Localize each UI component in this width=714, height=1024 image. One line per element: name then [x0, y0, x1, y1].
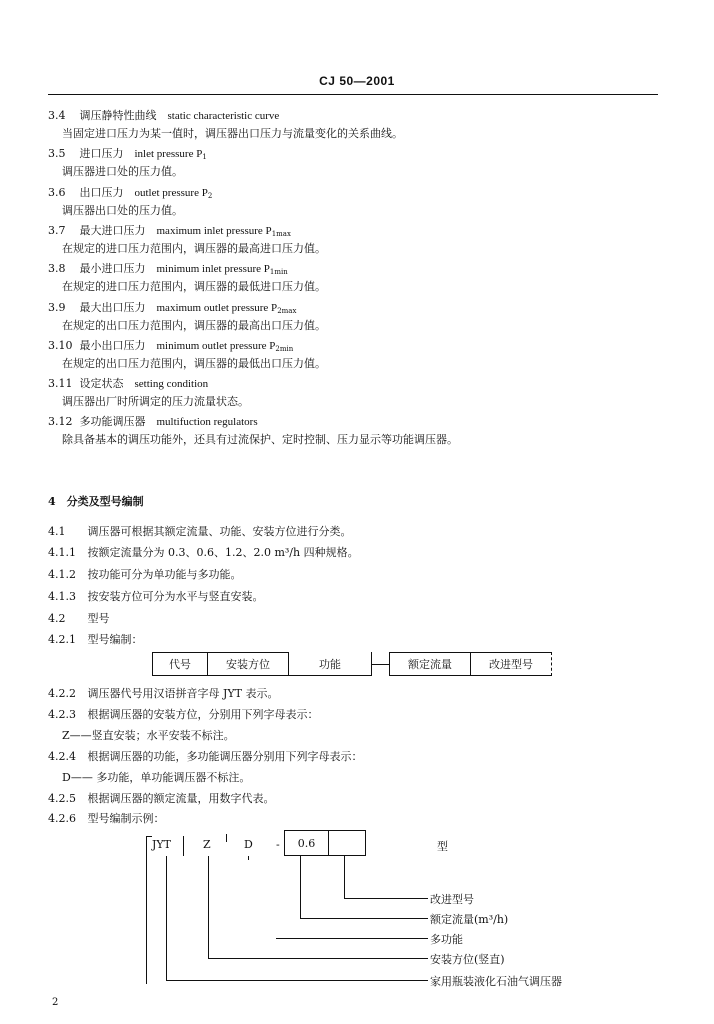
clause-text: 根据调压器的安装方位，分别用下列字母表示：	[87, 708, 319, 721]
clause-number: 4.2.3	[48, 708, 76, 721]
leader-code-h	[166, 980, 428, 981]
clause-number: 4.2.4	[48, 750, 76, 763]
definition-number: 3.11	[48, 377, 73, 391]
section-heading: 4 分类及型号编制	[48, 495, 144, 508]
definition-subscript: 2min	[275, 344, 294, 353]
page-header: CJ 50—2001	[319, 74, 395, 88]
clause-text: 型号编制示例：	[87, 812, 165, 825]
clause-line	[48, 612, 110, 626]
definition-term	[48, 377, 208, 391]
clause-text: 调压器代号用汉语拼音字母 JYT 表示。	[87, 687, 279, 700]
definition-term-cn: 最大出口压力	[79, 300, 146, 314]
definition-subscript: 2max	[277, 306, 297, 315]
clause-line	[48, 708, 319, 722]
code-suffix: 型	[437, 840, 448, 853]
code-flow-value: 0.6	[297, 836, 316, 850]
clause-text: 按功能可分为单功能与多功能。	[87, 568, 242, 581]
leader-orient-v	[208, 856, 209, 958]
definition-term-en: outlet pressure P	[134, 186, 208, 199]
definition-term-en: maximum outlet pressure P	[156, 301, 278, 314]
clause-text: 调压器可根据其额定流量、功能、安装方位进行分类。	[87, 525, 352, 538]
definition-subscript: 2	[207, 191, 213, 200]
definition-number: 3.10	[48, 338, 73, 352]
legend-product: 家用瓶装液化石油气调压器	[430, 975, 562, 988]
definition-term	[48, 262, 288, 279]
definition-description: 在规定的进口压力范围内，调压器的最高进口压力值。	[62, 241, 326, 255]
definition-term-cn: 设定状态	[79, 377, 124, 391]
definition-term	[48, 186, 212, 203]
definition-subscript: 1min	[269, 268, 288, 277]
clause-text: 型号编制：	[87, 633, 143, 646]
definition-term-en: multifuction regulators	[156, 416, 258, 429]
definition-description: 当固定进口压力为某一值时，调压器出口压力与流量变化的关系曲线。	[62, 127, 403, 140]
clause-line	[48, 750, 363, 764]
clause-number: 4.1.1	[48, 546, 76, 559]
header-rule	[48, 94, 658, 95]
legend-function: 多功能	[430, 933, 463, 946]
definition-subscript: 1max	[271, 229, 291, 238]
code-improved-box	[328, 830, 366, 856]
definition-description: 在规定的出口压力范围内，调压器的最低出口压力值。	[62, 356, 326, 370]
leader-func-tick	[248, 856, 249, 860]
leader-improved-h	[344, 898, 428, 899]
leader-code-v	[166, 856, 167, 980]
leader-flow-v	[300, 856, 301, 918]
clause-line	[62, 771, 250, 785]
model-box-orientation: 安装方位	[207, 652, 289, 676]
definition-term	[48, 224, 291, 241]
clause-number: 4.2.5	[48, 792, 76, 805]
clause-number: 4.1	[48, 525, 66, 538]
code-z: Z	[203, 838, 211, 851]
definition-description: 调压器出厂时所调定的压力流量状态。	[62, 395, 249, 409]
definition-term	[48, 339, 293, 356]
legend-improved: 改进型号	[430, 893, 474, 906]
definition-description: 在规定的出口压力范围内，调压器的最高出口压力值。	[62, 318, 326, 332]
definition-term-cn: 调压静特性曲线	[79, 109, 157, 122]
definition-term-cn: 最小进口压力	[79, 262, 146, 276]
bracket-top-tick	[146, 836, 152, 837]
clause-line	[48, 546, 359, 560]
definition-description: 在规定的进口压力范围内，调压器的最低进口压力值。	[62, 280, 326, 294]
clause-number: 4.2.1	[48, 633, 76, 646]
definition-number: 3.8	[48, 262, 66, 276]
model-box-flow: 额定流量	[389, 652, 471, 676]
model-structure-diagram	[0, 652, 714, 678]
leader-flow-h	[300, 918, 428, 919]
definition-term	[48, 301, 296, 318]
definition-number: 3.5	[48, 147, 66, 161]
definition-description: 调压器进口处的压力值。	[62, 165, 183, 179]
definition-number: 3.9	[48, 300, 66, 314]
definition-description: 调压器出口处的压力值。	[62, 203, 183, 217]
clause-line	[62, 729, 235, 743]
definition-term-en: minimum outlet pressure P	[156, 339, 276, 352]
definition-term	[48, 109, 279, 123]
definition-term-en: inlet pressure P	[134, 148, 203, 161]
definition-description: 除具备基本的调压功能外，还具有过流保护、定时控制、压力显示等功能调压器。	[62, 433, 458, 447]
definition-term-cn: 最小出口压力	[79, 338, 146, 352]
definition-number: 3.6	[48, 185, 66, 199]
clause-line	[48, 812, 165, 826]
clause-number: 4.2	[48, 612, 66, 625]
code-divider-1	[183, 836, 184, 856]
clause-text: 根据调压器的额定流量，用数字代表。	[87, 792, 275, 805]
model-box-code: 代号	[152, 652, 208, 676]
clause-number: 4.2.6	[48, 812, 76, 825]
definition-term-cn: 最大进口压力	[79, 223, 146, 237]
code-divider-2	[226, 834, 227, 842]
code-dash: -	[276, 838, 280, 851]
leader-func-h	[276, 938, 428, 939]
definition-number: 3.12	[48, 415, 73, 429]
clause-text: 按额定流量分为 0.3、0.6、1.2、2.0 m³/h 四种规格。	[87, 546, 359, 559]
definition-subscript: 1	[202, 153, 207, 162]
definition-number: 3.7	[48, 223, 66, 237]
definition-term-en: static characteristic curve	[167, 110, 280, 122]
legend-orientation: 安装方位(竖直)	[430, 953, 505, 966]
clause-number: 4.1.3	[48, 590, 76, 603]
definition-term-cn: 出口压力	[79, 185, 124, 199]
leader-orient-h	[208, 958, 428, 959]
definition-term-en: maximum inlet pressure P	[156, 224, 272, 237]
clause-text: 型号	[87, 612, 110, 625]
clause-line	[48, 590, 264, 604]
model-connector	[372, 664, 390, 665]
definition-term-en: minimum inlet pressure P	[156, 263, 270, 276]
clause-text: 根据调压器的功能，多功能调压器分别用下列字母表示：	[87, 750, 363, 763]
code-flow-box	[284, 830, 328, 856]
legend-flow: 额定流量(m³/h)	[430, 913, 509, 926]
definition-number: 3.4	[48, 109, 66, 122]
clause-number: 4.1.2	[48, 568, 76, 581]
definition-term-cn: 进口压力	[79, 147, 124, 161]
clause-line	[48, 687, 279, 701]
page-number: 2	[52, 997, 59, 1008]
bracket-left	[146, 836, 147, 984]
clause-line	[48, 792, 275, 806]
definition-term	[48, 147, 207, 164]
code-d: D	[244, 838, 253, 851]
clause-text: 按安装方位可分为水平与竖直安装。	[87, 590, 264, 603]
clause-line	[48, 633, 143, 647]
model-box-function: 功能	[288, 652, 372, 676]
clause-number: 4.2.2	[48, 687, 76, 700]
code-jyt: JYT	[152, 838, 172, 851]
clause-text: Z——竖直安装；水平安装不标注。	[62, 729, 235, 742]
leader-improved-v	[344, 856, 345, 898]
clause-text: D—— 多功能，单功能调压器不标注。	[62, 771, 251, 784]
definition-term-en: setting condition	[134, 378, 209, 391]
model-box-improved: 改进型号	[470, 652, 552, 676]
clause-line	[48, 568, 242, 582]
clause-line	[48, 525, 352, 539]
definition-term	[48, 415, 258, 429]
definition-term-cn: 多功能调压器	[79, 415, 146, 429]
